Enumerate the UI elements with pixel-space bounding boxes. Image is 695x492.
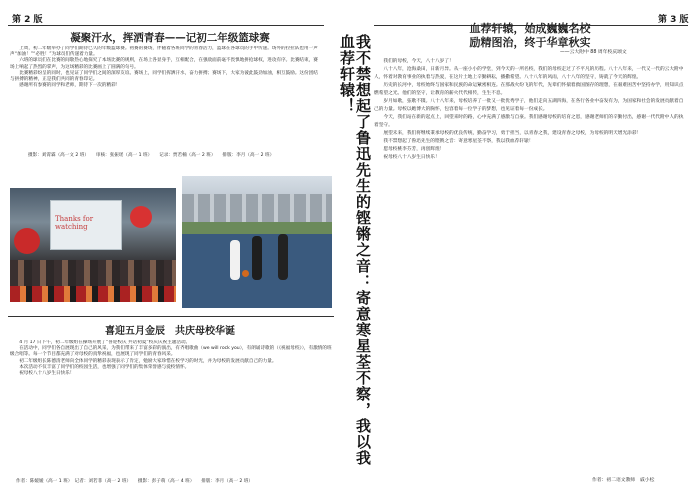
article-body-anniversary: 4 月 17 日下午，初二年级组在操场开展了“喜迎校庆 共话初夏”校庆庆祝主题活动。 在活动中，同学们各自展现出了自己的风采，为我们带来了丰富多彩的演出，有齐唱歌曲（we will rock you），有朗诵诗歌的（《祝福母校》），有激情的班级合唱等。每一个节目都充满了对母校的真挚祝福，也展现了同学们的青春风采。 初二年级组长陈德清老师向全体同学的精彩表现表示了肯定，勉励大家珍惜在校学习的时光，并为母校的发展贡献自己的力量。 本次活动不仅丰富了同学们的校园生活，也增强了同学们的集体荣誉感与爱校情怀。 祝母校八十八岁生日快乐！ — [10, 340, 332, 377]
player-black-2 — [278, 234, 288, 280]
page-number-left: 第 2 版 — [12, 15, 43, 25]
red-lantern-right — [130, 206, 152, 228]
article-title-line1: 血荐轩辕，始成巍巍名校 — [469, 22, 591, 35]
header-rule-left — [8, 25, 324, 26]
article-byline-basketball: 摄影：刘霄霖（高一文 2 班） 审核：张振瑶（高一 1 班） 记录：贾若楠（高一 2 班） 排版：李月（高一 2 班） — [28, 153, 275, 158]
photo-thanks-for-watching — [10, 188, 176, 302]
basketball — [242, 270, 249, 277]
article-title-anniversary: 喜迎五月金辰 共庆母校华诞 — [105, 326, 235, 337]
section-rule-left — [8, 316, 334, 317]
performers — [10, 260, 176, 286]
article-title-line2: 励精图治，终于华章秋实 — [469, 36, 591, 49]
flower-decorations — [10, 286, 176, 302]
page-number-right: 第 3 版 — [658, 15, 689, 25]
school-buildings — [182, 194, 332, 224]
player-white — [230, 240, 240, 280]
vertical-poem: 我不禁想起了鲁迅先生的铿锵之音：寄意寒星荃不察，我以我血荐轩辕！ — [338, 34, 372, 466]
projection-screen — [50, 200, 122, 250]
tree-line — [182, 222, 332, 234]
article-subtitle: ——云大附中 88 周年校庆颂文 — [560, 50, 627, 55]
screen-caption: Thanks for watching — [55, 215, 94, 231]
player-black-1 — [252, 236, 262, 280]
article-title-basketball: 凝聚汗水，挥洒青春——记初二年级篮球赛 — [70, 32, 270, 44]
article-body-basketball: 上周，初二年级举办了同学们期待已久的年级篮球赛。初赛的赛场，伴随着各班同学的青春活力，篮球在各球员的手中传递。场外的拉拉队也用一声声“加油！”“必胜！”为球员们传递着力量。 六班的球员们在比赛的间歇热心地探究了本场比赛的规则，在场上各显身手，互相配合，在强敌面前毫不畏惧地拼抢球权，进攻有序。比赛结束，赛场上响起了热烈的掌声，为这场精彩的比赛画上了圆满的句号。 比赛精彩纷呈的同时，也见证了同学们之间的深厚友谊。赛场上，同学们挥洒汗水，奋力拼搏；赛场下，大家为彼此鼓劲加油，相互鼓励。这份团结与拼搏的精神，正是我们共同的青春印记。 感谢所有参赛的同学和老师，期待下一次的精彩！ — [10, 46, 318, 89]
red-lantern-left — [14, 228, 40, 254]
photo-basketball-game — [182, 176, 332, 308]
article-byline-anniversary: 作者：陈媛媛（高一 1 班） 记者：刘若菲（高一 2 班） 摄影：彭子萌（高一 4 班） 排版：李月（高一 2 班） — [16, 479, 253, 484]
article-byline-ode: 作者：初二语文教师 戚小松 — [592, 478, 655, 483]
article-body-anniversary-ode: 我们的母校，今天，八十八岁了！ 八十八年，沧海桑田，日新月异。从一座小小的学堂，到今天的一所名校，我们的母校走过了不平凡的历程。八十八年来，一代又一代的云大附中人，怀着对教育事业的执着与热爱，在这片土地上辛勤耕耘，播撒希望。八十八年的风雨，八十八年的坚守，铸就了今天的辉煌。 历史的长河中，母校始终与国家和民族的命运紧密相连。在那战火纷飞的年代，先辈们怀揣着救国图存的理想，在艰难困苦中坚持办学，用知识点燃希望之光。他们的坚守，让教育的薪火代代相传，生生不息。 岁月如歌，弦歌不辍。八十八年来，母校培养了一批又一批优秀学子，他们走向五湖四海，在各行各业中奋发有为，为国家和社会的发展贡献着自己的力量。母校以她博大的胸怀，包容着每一位学子的梦想，也见证着每一份成长。 今天，我们站在新的起点上，回望来时的路，心中充满了感激与自豪。我们感谢母校的培育之恩，感谢老师们的辛勤付出，感谢一代代附中人的执着坚守。 展望未来，我们将继续秉承母校的优良传统，勤奋学习，勇于担当，以青春之我，建设青春之母校，为母校的明天增光添彩！ 我不禁想起了鲁迅先生的铿锵之音：寄意寒星荃不察，我以我血荐轩辕！ 愿母校桃李芬芳，再创辉煌！ 祝母校八十八岁生日快乐！ — [374, 59, 684, 160]
